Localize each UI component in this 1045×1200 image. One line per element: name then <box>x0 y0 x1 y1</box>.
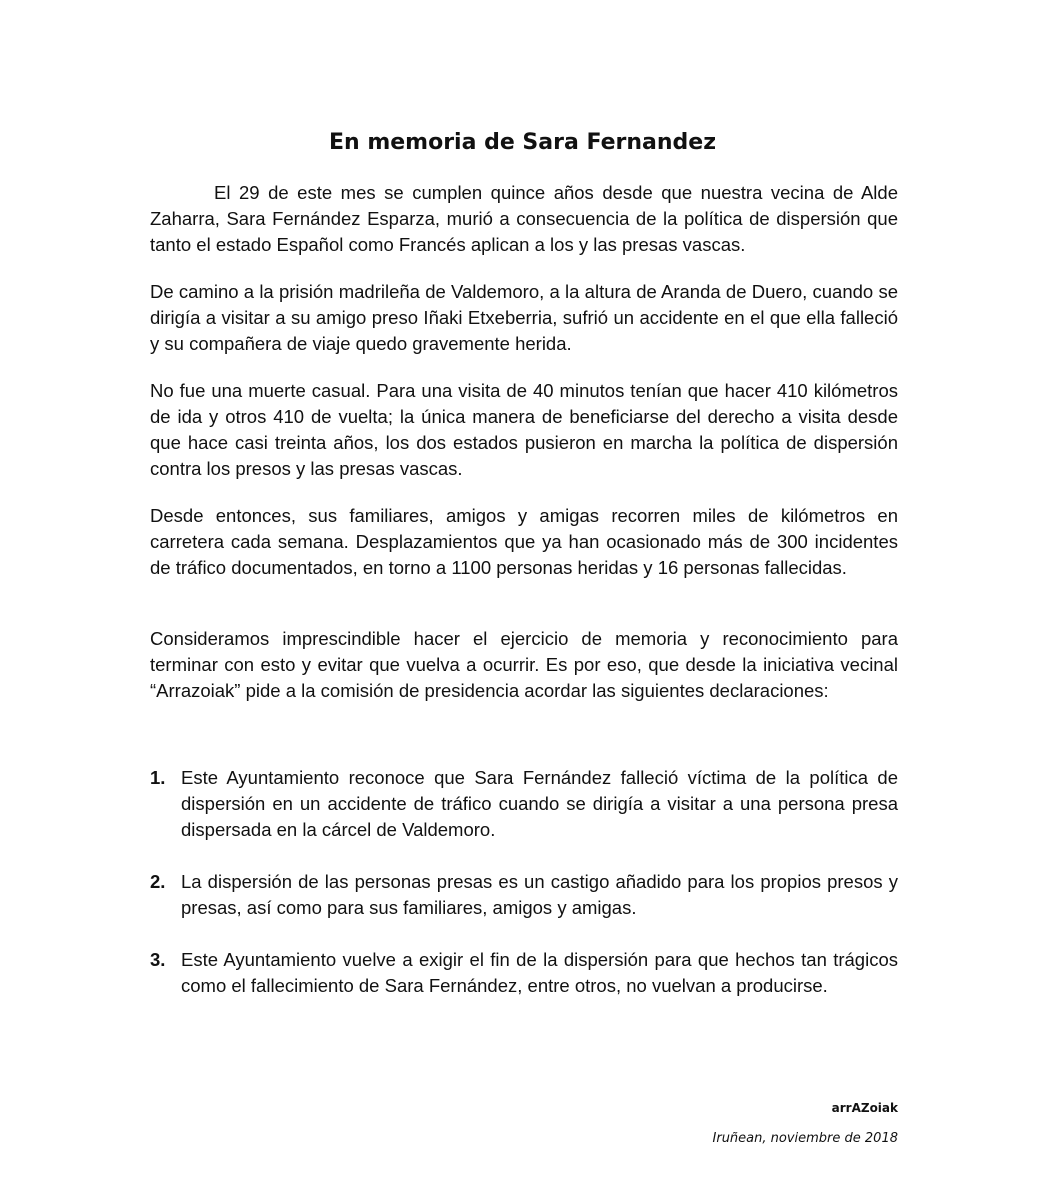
paragraph-intro-text: El 29 de este mes se cumplen quince años desde que nuestra vecina de Alde Zaharra, Sara Fernández Esparza, murió a consecuencia de la política de dispersión que tanto el estado Español como Francés aplican a los y las presas vascas. <box>150 182 898 255</box>
paragraph-request: Consideramos imprescindible hacer el ejercicio de memoria y reconocimiento para terminar con esto y evitar que vuelva a ocurrir. Es por eso, que desde la iniciativa vecinal “Arrazoiak” pide a la comisión de presidencia acordar las siguientes declaraciones: <box>150 628 898 701</box>
paragraph-not-casual: No fue una muerte casual. Para una visita de 40 minutos tenían que hacer 410 kilómetros de ida y otros 410 de vuelta; la única manera de beneficiarse del derecho a visita desde que hace casi treinta años, los dos estados pusieron en marcha la política de dispersión contra los presos y las presas vascas. <box>150 380 898 479</box>
declaration-item-3 <box>150 947 898 999</box>
declaration-text: Este Ayuntamiento reconoce que Sara Fernández falleció víctima de la política de dispersión en un accidente de tráfico cuando se dirigía a visitar a una persona presa dispersada en la cárcel de Valdemoro. <box>181 767 898 840</box>
signature: arrAZoiak <box>831 1101 898 1115</box>
declarations-list <box>150 765 898 1025</box>
document-title: En memoria de Sara Fernandez <box>328 130 717 155</box>
declaration-number: 2. <box>150 871 166 892</box>
declaration-item-2 <box>150 869 898 921</box>
declaration-text: Este Ayuntamiento vuelve a exigir el fin de la dispersión para que hechos tan trágicos como el fallecimiento de Sara Fernández, entre otros, no vuelvan a producirse. <box>181 949 898 996</box>
paragraph-since-then: Desde entonces, sus familiares, amigos y amigas recorren miles de kilómetros en carretera cada semana. Desplazamientos que ya han ocasionado más de 300 incidentes de tráfico documentados, en torno a 1100 personas heridas y 16 personas fallecidas. <box>150 505 898 578</box>
paragraph-intro <box>150 180 898 258</box>
declaration-number: 1. <box>150 767 166 788</box>
declaration-number: 3. <box>150 949 166 970</box>
declaration-item-1 <box>150 765 898 843</box>
paragraph-accident: De camino a la prisión madrileña de Valdemoro, a la altura de Aranda de Duero, cuando se dirigía a visitar a su amigo preso Iñaki Etxeberria, sufrió un accidente en el que ella falleció y su compañera de viaje quedo gravemente herida. <box>150 281 898 354</box>
declaration-text: La dispersión de las personas presas es un castigo añadido para los propios presos y presas, así como para sus familiares, amigos y amigas. <box>181 871 898 918</box>
place-date: Iruñean, noviembre de 2018 <box>712 1131 898 1146</box>
